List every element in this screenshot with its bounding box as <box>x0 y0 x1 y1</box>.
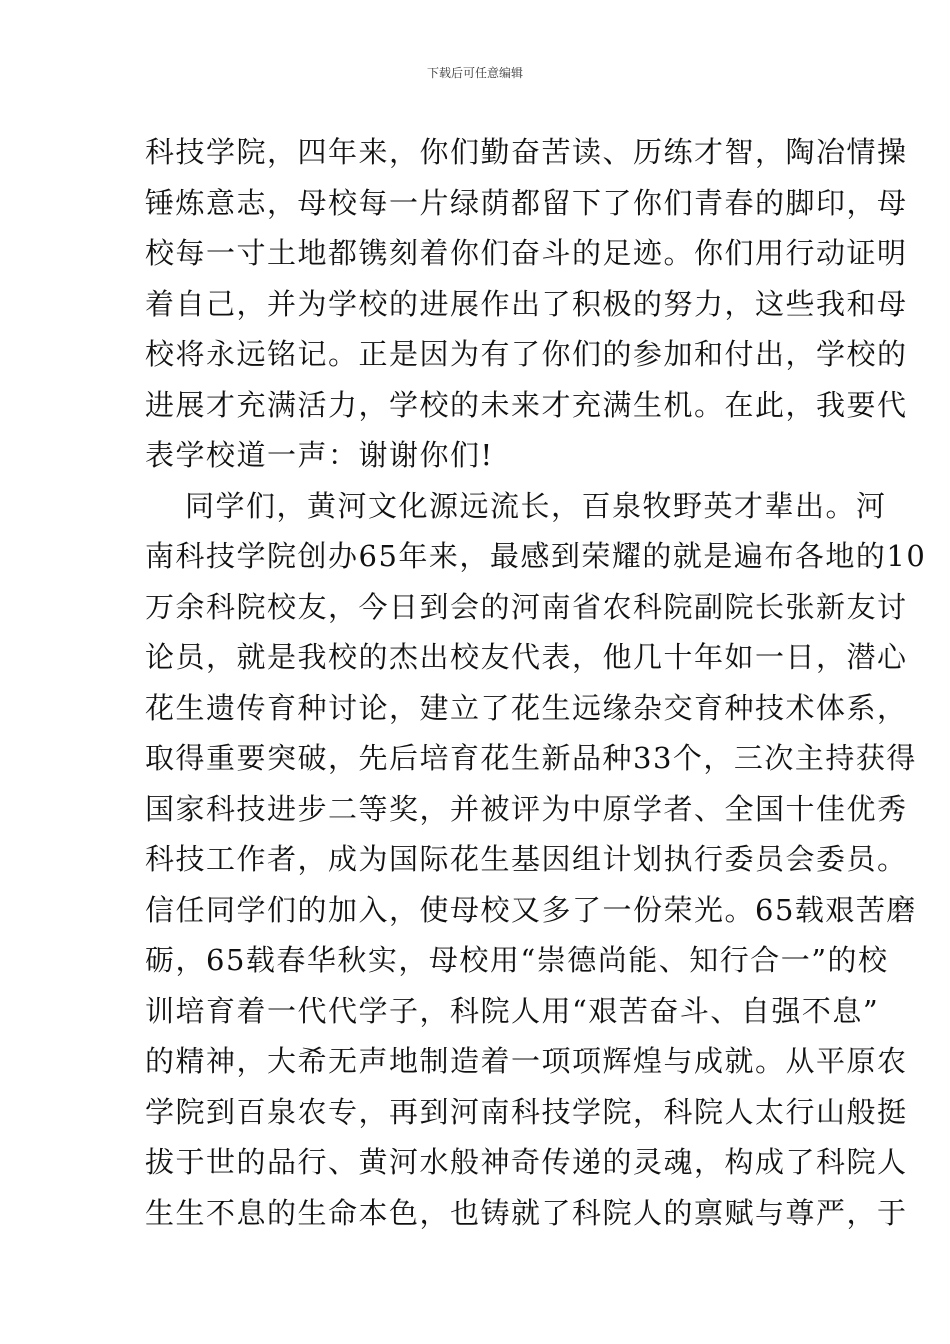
text-line: 科技学院，四年来，你们勤奋苦读、历练才智，陶冶情操 <box>145 135 908 169</box>
document-body <box>145 127 927 1238</box>
text-line: 校将永远铭记。正是因为有了你们的参加和付出，学校的 <box>145 337 908 371</box>
text-line: 着自己，并为学校的进展作出了积极的努力，这些我和母 <box>145 286 908 321</box>
text-line: 锤炼意志，母校每一片绿荫都留下了你们青春的脚印，母 <box>145 185 908 220</box>
text-line: 学院到百泉农专，再到河南科技学院，科院人太行山般挺 <box>145 1094 908 1129</box>
text-line: 论员，就是我校的杰出校友代表，他几十年如一日，潜心 <box>145 640 908 674</box>
text-line: 校每一寸土地都镌刻着你们奋斗的足迹。你们用行动证明 <box>145 236 908 270</box>
text-line: 取得重要突破，先后培育花生新品种33个，三次主持获得 <box>145 741 917 775</box>
text-line: 进展才充满活力，学校的未来才充满生机。在此，我要代 <box>145 387 908 422</box>
text-line: 南科技学院创办65年来，最感到荣耀的就是遍布各地的10 <box>145 539 927 573</box>
text-line: 表学校道一声：谢谢你们! <box>145 438 494 472</box>
text-line: 生生不息的生命本色，也铸就了科院人的禀赋与尊严，于 <box>145 1195 908 1230</box>
text-line: 国家科技进步二等奖，并被评为中原学者、全国十佳优秀 <box>145 791 908 826</box>
page-header-note: 下载后可任意编辑 <box>426 66 523 80</box>
text-line: 训培育着一代代学子，科院人用“艰苦奋斗、自强不息” <box>145 993 880 1028</box>
text-line: 科技工作者，成为国际花生基因组计划执行委员会委员。 <box>145 842 908 876</box>
text-line: 的精神，大希无声地制造着一项项辉煌与成就。从平原农 <box>145 1044 908 1078</box>
text-line: 万余科院校友，今日到会的河南省农科院副院长张新友讨 <box>145 589 908 624</box>
paragraph-start-line: 同学们，黄河文化源远流长，百泉牧野英才辈出。河 <box>185 488 887 523</box>
text-line: 花生遗传育种讨论，建立了花生远缘杂交育种技术体系， <box>145 690 908 725</box>
text-line: 拔于世的品行、黄河水般神奇传递的灵魂，构成了科院人 <box>145 1145 908 1179</box>
text-line: 砺，65载春华秋实，母校用“崇德尚能、知行合一”的校 <box>145 943 889 977</box>
text-line: 信任同学们的加入，使母校又多了一份荣光。65载艰苦磨 <box>145 892 917 927</box>
